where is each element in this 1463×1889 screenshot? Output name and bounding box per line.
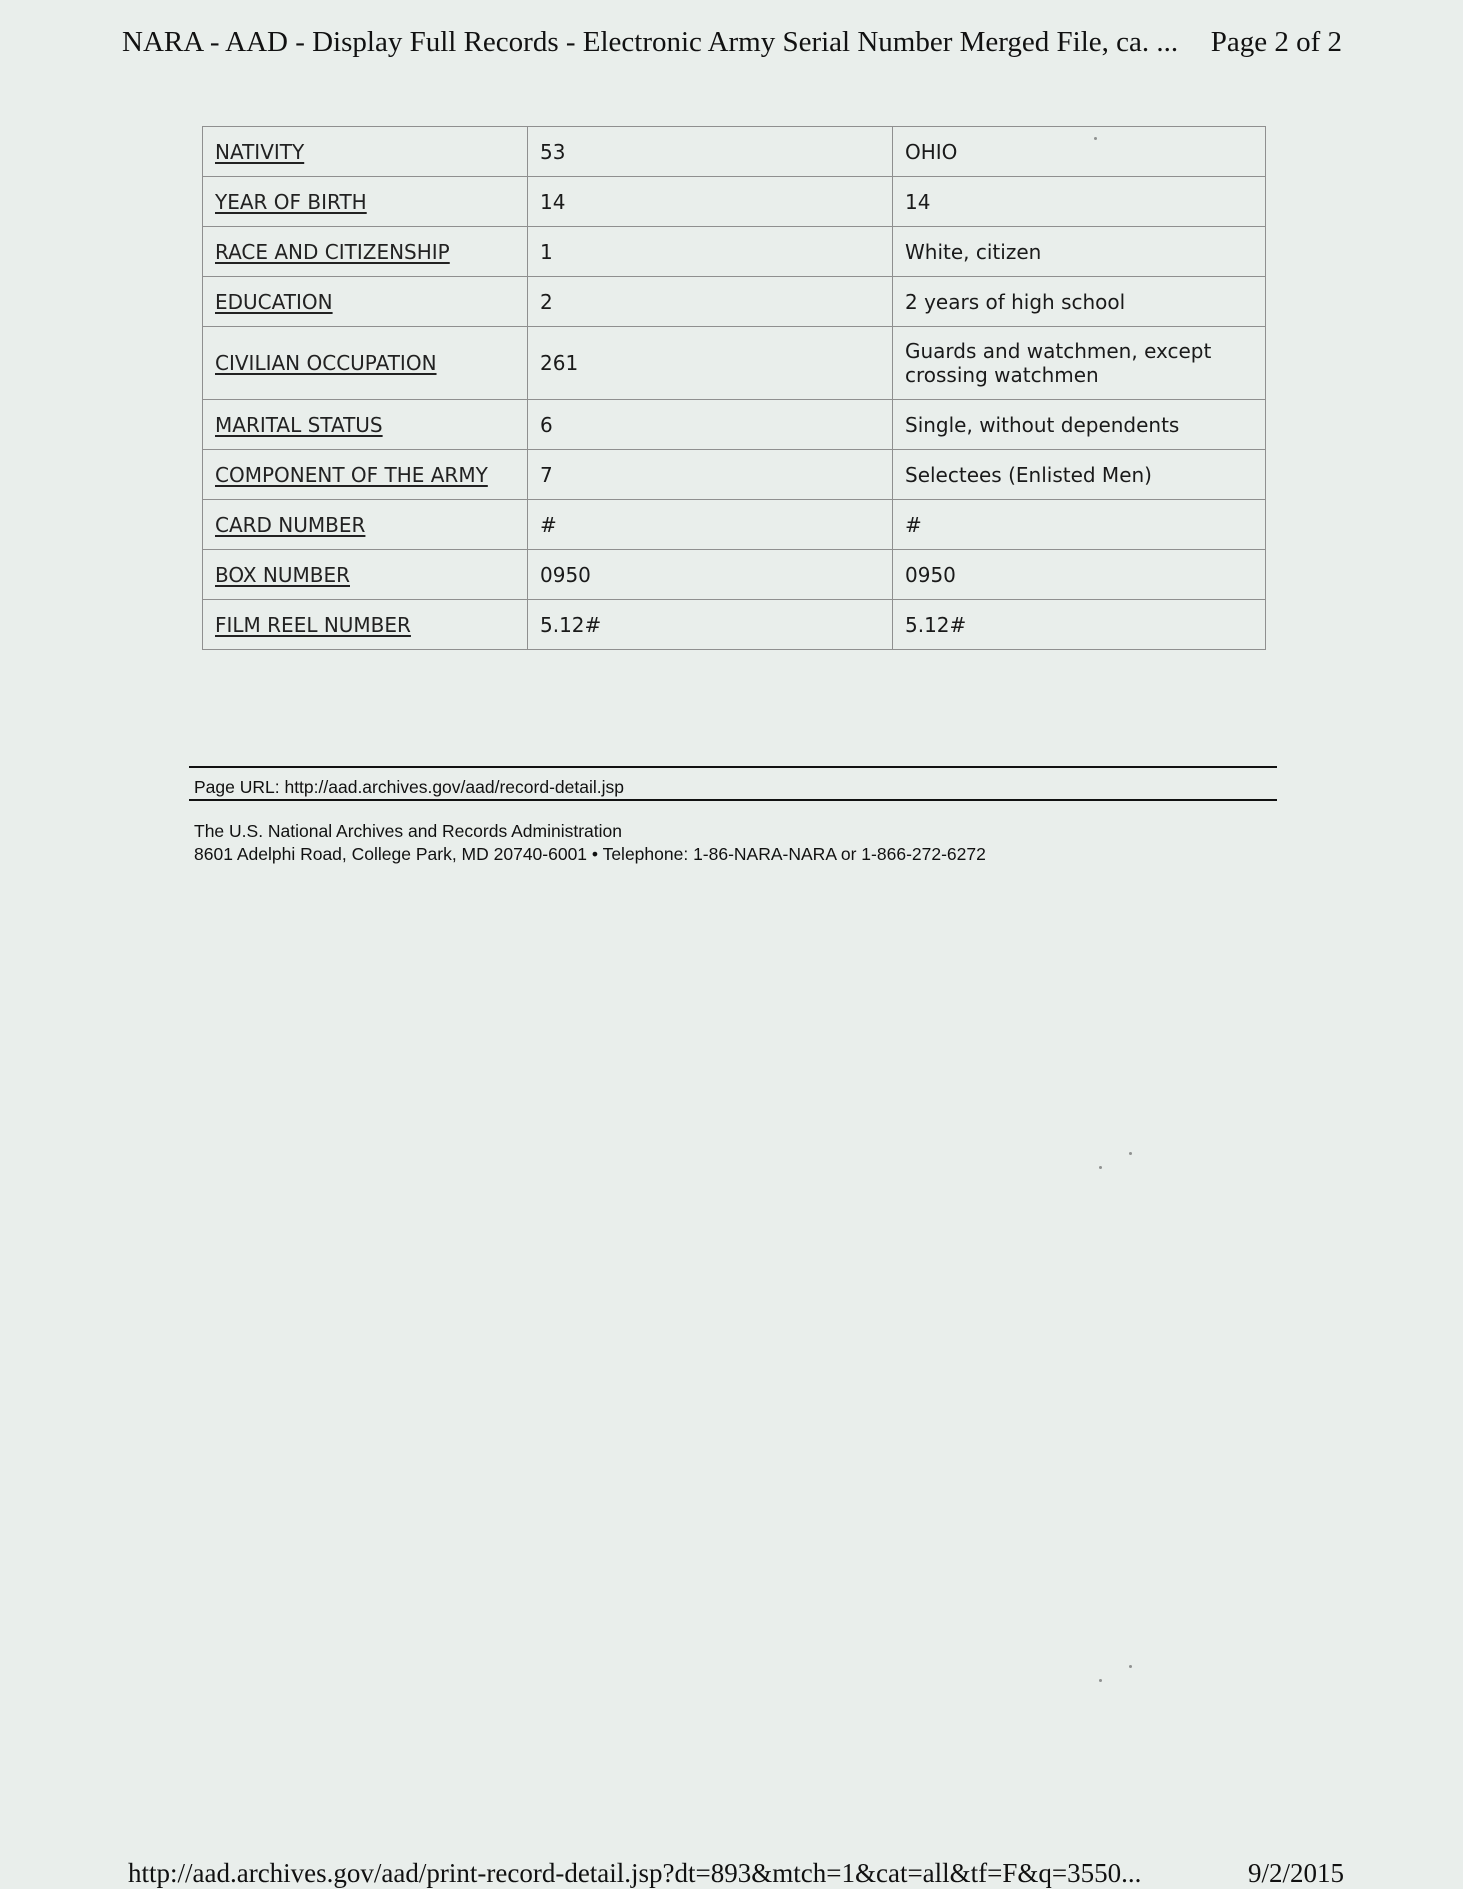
field-code: # bbox=[528, 500, 893, 550]
scan-speck bbox=[1099, 1679, 1102, 1682]
table-row bbox=[203, 127, 1266, 177]
divider bbox=[189, 799, 1277, 801]
field-code: 5.12# bbox=[528, 600, 893, 650]
field-link-education[interactable]: EDUCATION bbox=[215, 289, 333, 314]
field-code: 7 bbox=[528, 450, 893, 500]
field-link-box-number[interactable]: BOX NUMBER bbox=[215, 562, 350, 587]
field-meaning: Selectees (Enlisted Men) bbox=[893, 450, 1266, 500]
scan-speck bbox=[1094, 137, 1097, 140]
table-row bbox=[203, 177, 1266, 227]
field-meaning: 2 years of high school bbox=[893, 277, 1266, 327]
scan-speck bbox=[1099, 1166, 1102, 1169]
table-row bbox=[203, 450, 1266, 500]
org-info bbox=[194, 820, 986, 866]
field-meaning: Single, without dependents bbox=[893, 400, 1266, 450]
scan-speck bbox=[1129, 1665, 1132, 1668]
field-link-race-and-citizenship[interactable]: RACE AND CITIZENSHIP bbox=[215, 239, 450, 264]
divider bbox=[189, 766, 1277, 768]
table-row bbox=[203, 277, 1266, 327]
field-code: 0950 bbox=[528, 550, 893, 600]
page-number: Page 2 of 2 bbox=[1210, 26, 1342, 58]
field-code: 53 bbox=[528, 127, 893, 177]
field-meaning: 0950 bbox=[893, 550, 1266, 600]
scan-speck bbox=[1129, 1152, 1132, 1155]
table-row bbox=[203, 600, 1266, 650]
field-link-card-number[interactable]: CARD NUMBER bbox=[215, 512, 366, 537]
field-link-nativity[interactable]: NATIVITY bbox=[215, 139, 305, 164]
print-url: http://aad.archives.gov/aad/print-record-detail.jsp?dt=893&mtch=1&cat=all&tf=F&q=3550... bbox=[128, 1858, 1142, 1888]
record-table bbox=[202, 126, 1266, 650]
field-link-marital-status[interactable]: MARITAL STATUS bbox=[215, 412, 383, 437]
org-address: 8601 Adelphi Road, College Park, MD 20740-6001 • Telephone: 1-86-NARA-NARA or 1-866-272-6272 bbox=[194, 844, 986, 864]
print-date: 9/2/2015 bbox=[1247, 1858, 1344, 1888]
field-code: 6 bbox=[528, 400, 893, 450]
table-row bbox=[203, 227, 1266, 277]
field-meaning: OHIO bbox=[893, 127, 1266, 177]
field-code: 14 bbox=[528, 177, 893, 227]
table-row bbox=[203, 327, 1266, 400]
document-title: NARA - AAD - Display Full Records - Electronic Army Serial Number Merged File, ca. ... bbox=[122, 26, 1179, 58]
field-link-civilian-occupation[interactable]: CIVILIAN OCCUPATION bbox=[215, 351, 437, 375]
table-row bbox=[203, 550, 1266, 600]
field-link-film-reel-number[interactable]: FILM REEL NUMBER bbox=[215, 612, 411, 637]
page-url: Page URL: http://aad.archives.gov/aad/record-detail.jsp bbox=[194, 777, 624, 797]
field-meaning: # bbox=[893, 500, 1266, 550]
org-name: The U.S. National Archives and Records Administration bbox=[194, 821, 622, 841]
field-meaning: White, citizen bbox=[893, 227, 1266, 277]
table-row bbox=[203, 400, 1266, 450]
field-meaning: Guards and watchmen, except crossing watchmen bbox=[893, 327, 1266, 400]
field-meaning: 5.12# bbox=[893, 600, 1266, 650]
field-code: 1 bbox=[528, 227, 893, 277]
field-meaning: 14 bbox=[893, 177, 1266, 227]
table-row bbox=[203, 500, 1266, 550]
field-code: 2 bbox=[528, 277, 893, 327]
field-link-component-of-the-army[interactable]: COMPONENT OF THE ARMY bbox=[215, 462, 488, 487]
field-link-year-of-birth[interactable]: YEAR OF BIRTH bbox=[215, 189, 367, 214]
field-code: 261 bbox=[528, 327, 893, 400]
